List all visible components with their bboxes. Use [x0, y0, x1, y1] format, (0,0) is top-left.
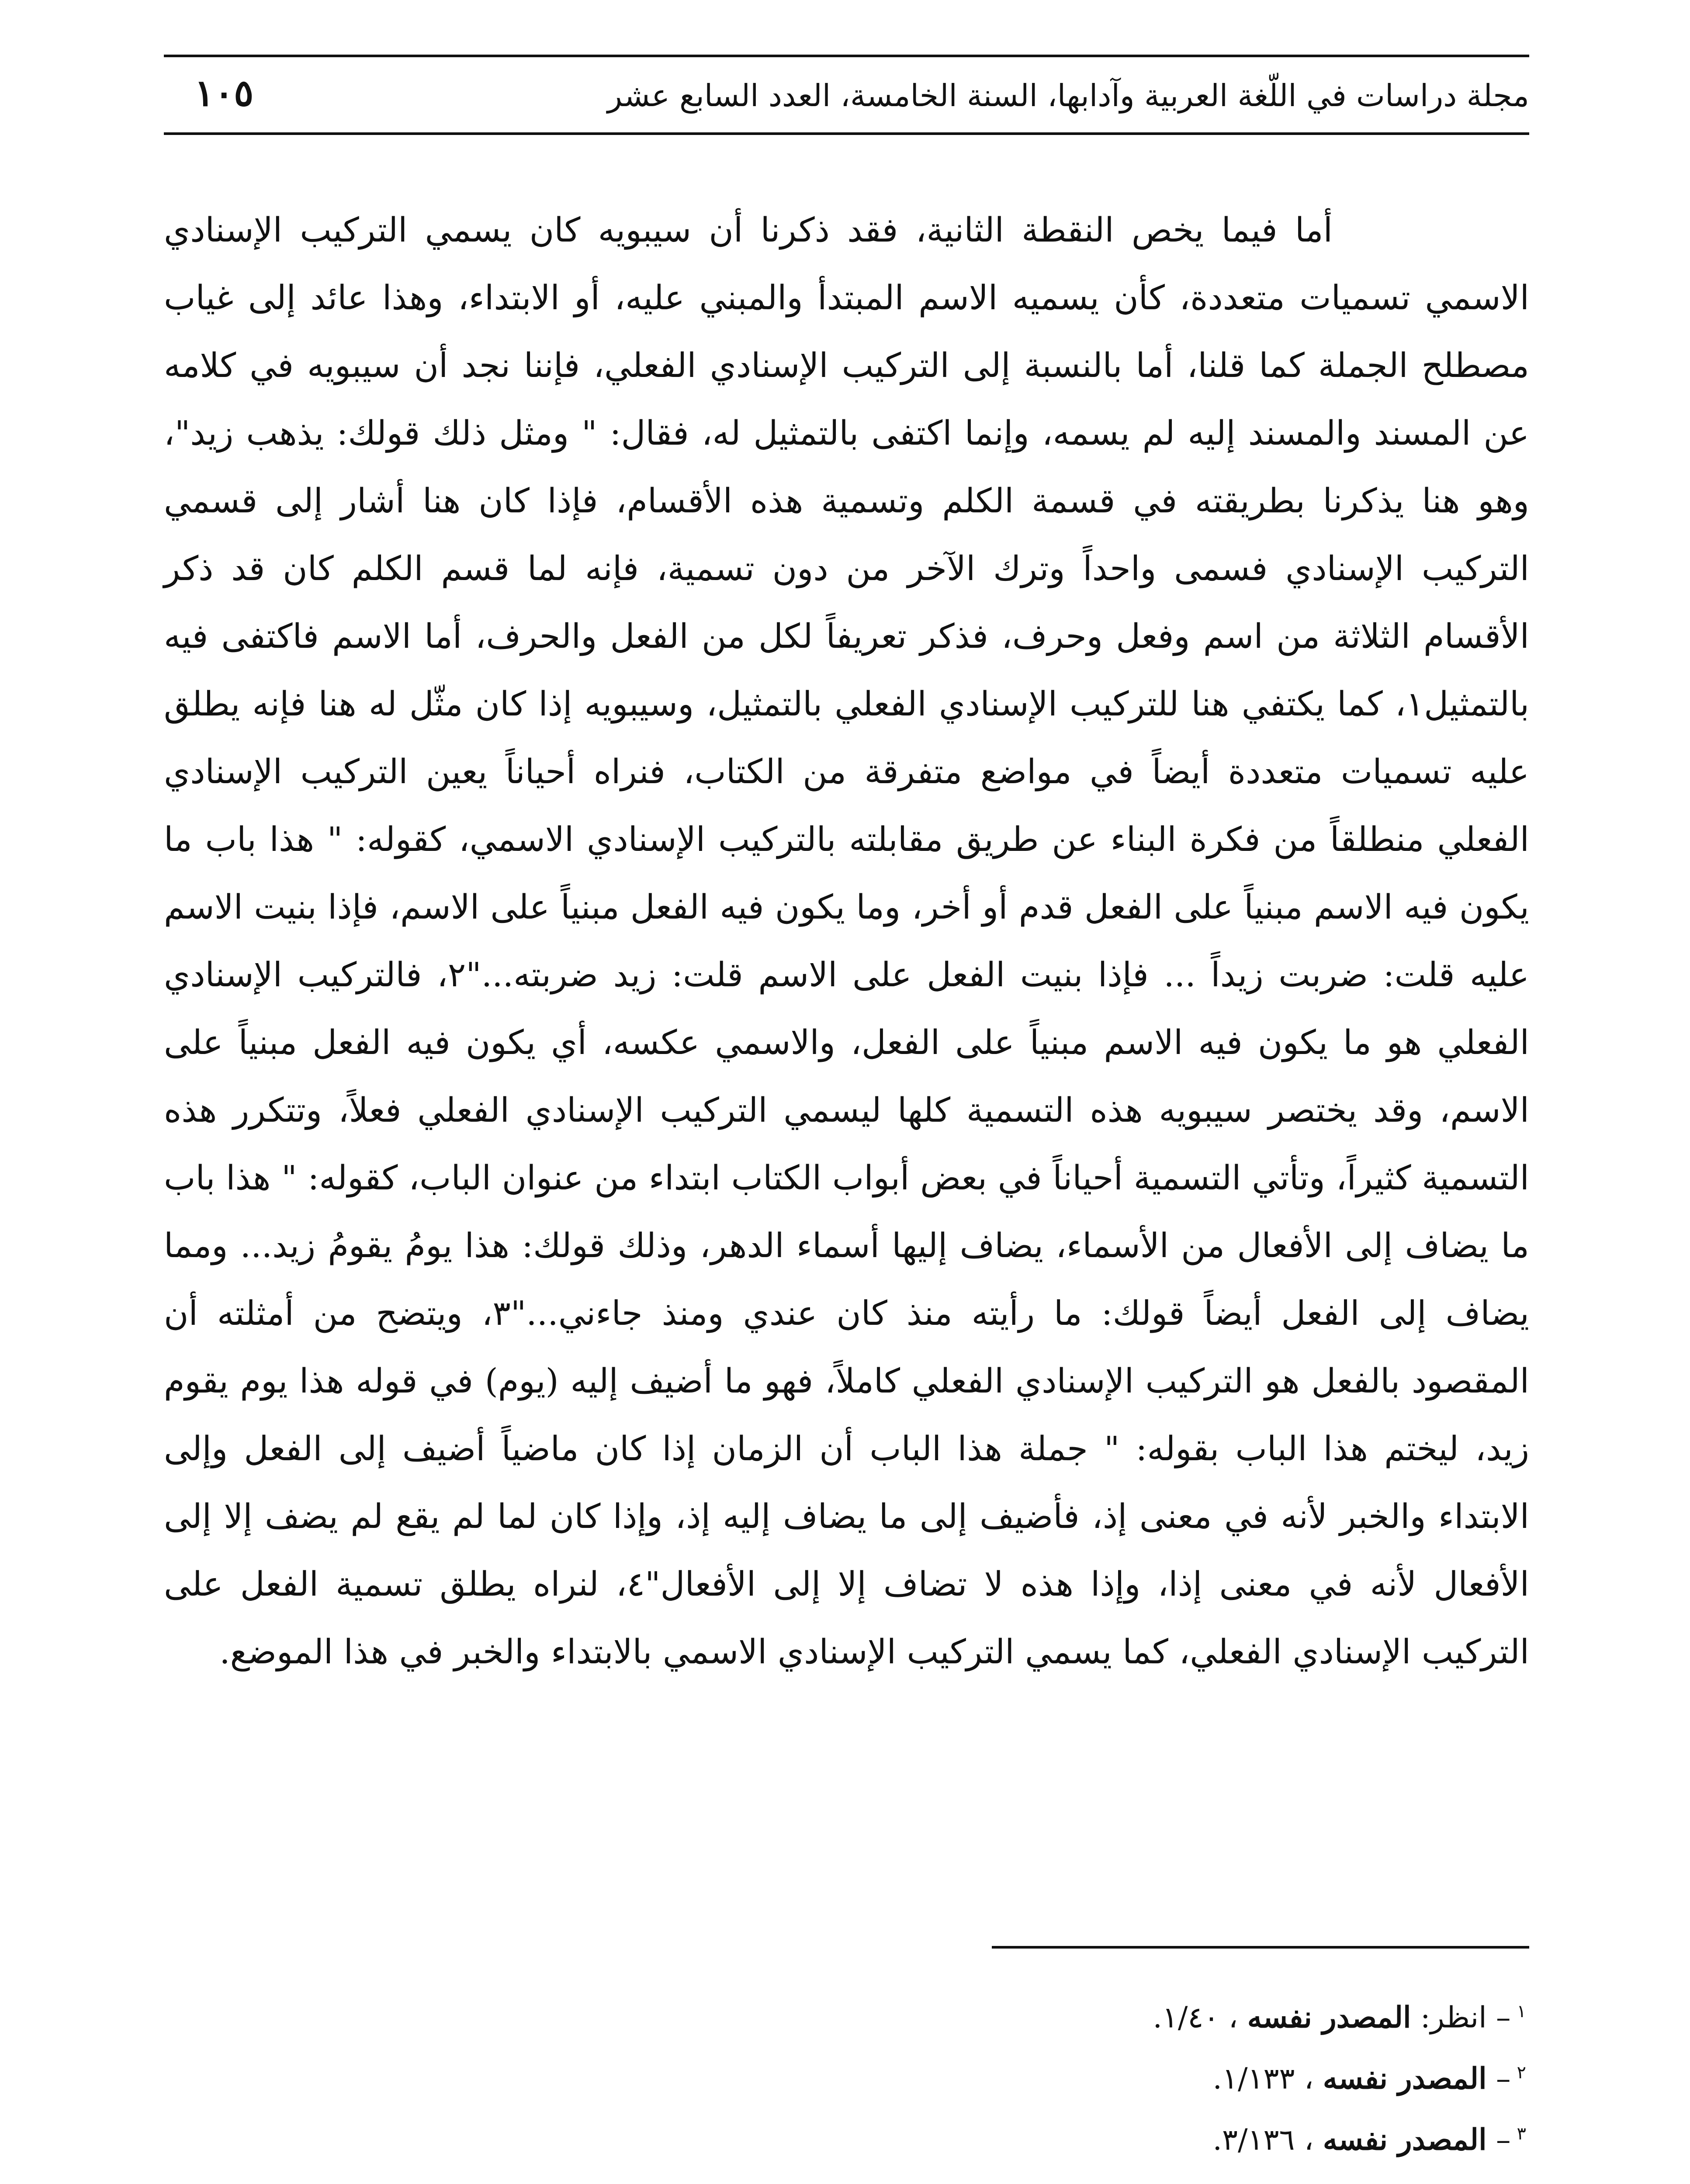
header-top-rule [164, 55, 1529, 57]
footnote-source: المصدر نفسه [1323, 2061, 1487, 2096]
running-header [164, 55, 1529, 142]
footnote-number: ١ [1517, 2001, 1526, 2022]
footnote-reference: ، ١/٤٠. [1153, 2000, 1247, 2035]
footnote-number: ٢ [1517, 2063, 1526, 2083]
footnote-3 [161, 2118, 1526, 2180]
footnote-separator [992, 1946, 1529, 1949]
footnote-prefix: – انظر: [1411, 2000, 1511, 2035]
page-number: ١٠٥ [194, 71, 254, 114]
header-bottom-rule [164, 132, 1529, 135]
footnotes [161, 1996, 1526, 2184]
footnote-4 [161, 2180, 1526, 2184]
footnote-source: المصدر نفسه [1323, 2122, 1487, 2157]
journal-title: مجلة دراسات في اللّغة العربية وآدابها، السنة الخامسة، العدد السابع عشر [607, 78, 1529, 114]
footnote-reference: ، ١/١٣٣. [1212, 2061, 1323, 2096]
footnote-prefix: – [1486, 2061, 1511, 2096]
footnote-1 [161, 1996, 1526, 2057]
footnote-number: ٣ [1517, 2124, 1526, 2144]
footnote-source: المصدر نفسه [1247, 2000, 1411, 2035]
footnote-prefix: – [1486, 2122, 1511, 2157]
body-paragraph: أما فيما يخص النقطة الثانية، فقد ذكرنا أن سيبويه كان يسمي التركيب الإسنادي الاسمي تسميات متعددة، كأن يسميه الاسم المبتدأ والمبني عليه، أو الابتداء، وهذا عائد إلى غياب مصطلح الجملة كما قلنا، أما بالنسبة إلى التركيب الإسنادي الفعلي، فإننا نجد أن سيبويه في كلامه عن المسند والمسند إليه لم يسمه، وإنما اكتفى بالتمثيل له، فقال: " ومثل ذلك قولك: يذهب زيد"، وهو هنا يذكرنا بطريقته في قسمة الكلم وتسمية هذه الأقسام، فإذا كان هنا أشار إلى قسمي التركيب الإسنادي فسمى واحداً وترك الآخر من دون تسمية، فإنه لما قسم الكلم كان قد ذكر الأقسام الثلاثة من اسم وفعل وحرف، فذكر تعريفاً لكل من الفعل والحرف، أما الاسم فاكتفى فيه بالتمثيل١، كما يكتفي هنا للتركيب الإسنادي الفعلي بالتمثيل، وسيبويه إذا كان مثّل له هنا فإنه يطلق عليه تسميات متعددة أيضاً في مواضع متفرقة من الكتاب، فنراه أحياناً يعين التركيب الإسنادي الفعلي منطلقاً من فكرة البناء عن طريق مقابلته بالتركيب الإسنادي الاسمي، كقوله: " هذا باب ما يكون فيه الاسم مبنياً على الفعل قدم أو أخر، وما يكون فيه الفعل مبنياً على الاسم، فإذا بنيت الاسم عليه قلت: ضربت زيداً ... فإذا بنيت الفعل على الاسم قلت: زيد ضربته..."٢، فالتركيب الإسنادي الفعلي هو ما يكون فيه الاسم مبنياً على الفعل، والاسمي عكسه، أي يكون فيه الفعل مبنياً على الاسم، وقد يختصر سيبويه هذه التسمية كلها ليسمي التركيب الإسنادي الفعلي فعلاً، وتتكرر هذه التسمية كثيراً، وتأتي التسمية أحياناً في بعض أبواب الكتاب ابتداء من عنوان الباب، كقوله: " هذا باب ما يضاف إلى الأفعال من الأسماء، يضاف إليها أسماء الدهر، وذلك قولك: هذا يومُ يقومُ زيد... ومما يضاف إلى الفعل أيضاً قولك: ما رأيته منذ كان عندي ومنذ جاءني..."٣، ويتضح من أمثلته أن المقصود بالفعل هو التركيب الإسنادي الفعلي كاملاً، فهو ما أضيف إليه (يوم) في قوله هذا يوم يقوم زيد، ليختم هذا الباب بقوله: " جملة هذا الباب أن الزمان إذا كان ماضياً أضيف إلى الفعل وإلى الابتداء والخبر لأنه في معنى إذ، فأضيف إلى ما يضاف إليه إذ، وإذا كان لما لم يقع لم يضف إلا إلى الأفعال لأنه في معنى إذا، وإذا هذه لا تضاف إلا إلى الأفعال"٤، لنراه يطلق تسمية الفعل على التركيب الإسنادي الفعلي، كما يسمي التركيب الإسنادي الاسمي بالابتداء والخبر في هذا الموضع. [164, 211, 1529, 1672]
footnote-reference: ، ٣/١٣٦. [1212, 2122, 1323, 2157]
footnote-2 [161, 2057, 1526, 2118]
